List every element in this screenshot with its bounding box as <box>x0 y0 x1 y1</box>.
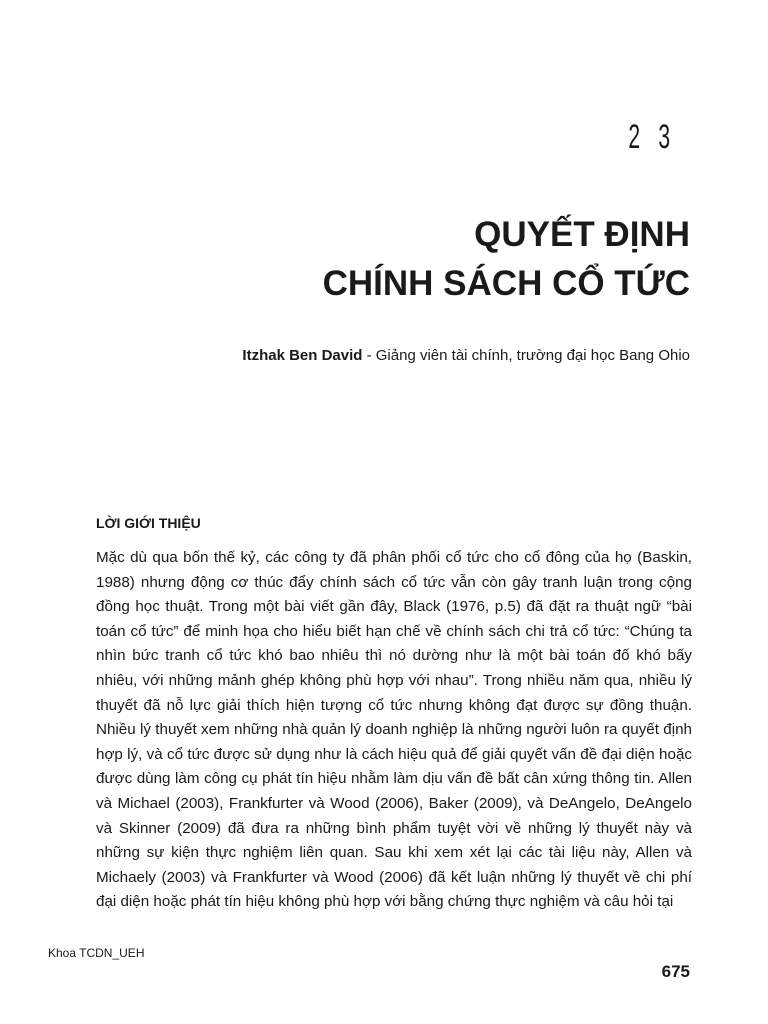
body-paragraph: Mặc dù qua bốn thế kỷ, các công ty đã phân phối cổ tức cho cổ đông của họ (Baskin, 1988) nhưng động cơ thúc đẩy chính sách cổ tức vẫn còn gây tranh luận trong cộng đồng học thuật. Trong một bài viết gần đây, Black (1976, p.5) đã đặt ra thuật ngữ “bài toán cổ tức” để minh họa cho hiểu biết hạn chế về chính sách chi trả cổ tức: “Chúng ta nhìn bức tranh cổ tức khó bao nhiêu thì nó dường như là một bài toán đố khó bấy nhiêu, với những mảnh ghép không phù hợp với nhau”. Trong nhiều năm qua, nhiều lý thuyết đã nỗ lực giải thích hiện tượng cổ tức nhưng không đạt được sự đồng thuận. Nhiều lý thuyết xem những nhà quản lý doanh nghiệp là những người luôn ra quyết định hợp lý, và cổ tức được sử dụng như là cách hiệu quả để giải quyết vấn đề đại diện hoặc được dùng làm công cụ phát tín hiệu nhằm làm dịu vấn đề bất cân xứng thông tin. Allen và Michael (2003), Frankfurter và Wood (2006), Baker (2009), và DeAngelo, DeAngelo và Skinner (2009) đã đưa ra những bình phẩm tuyệt vời về những lý thuyết này và những sự kiện thực nghiệm liên quan. Sau khi xem xét lại các tài liệu này, Allen và Michaely (2003) và Frankfurter và Wood (2006) đã kết luận những lý thuyết về chi phí đại diện hoặc phát tín hiệu không phù hợp với bằng chứng thực nghiệm và câu hỏi tại <box>96 549 692 911</box>
chapter-title-line-1: QUYẾT ĐỊNH <box>474 215 690 254</box>
author-affiliation: - Giảng viên tài chính, trường đại học Bang Ohio <box>362 347 690 364</box>
section-heading: LỜI GIỚI THIỆU <box>96 515 201 531</box>
chapter-title <box>90 210 690 308</box>
chapter-title-line-2: CHÍNH SÁCH CỔ TỨC <box>322 264 690 303</box>
author-line <box>70 347 690 364</box>
author-name: Itzhak Ben David <box>242 347 363 364</box>
page-number: 675 <box>661 962 690 981</box>
chapter-number: 2 3 <box>628 118 676 156</box>
footer-source: Khoa TCDN_UEH <box>48 946 145 960</box>
